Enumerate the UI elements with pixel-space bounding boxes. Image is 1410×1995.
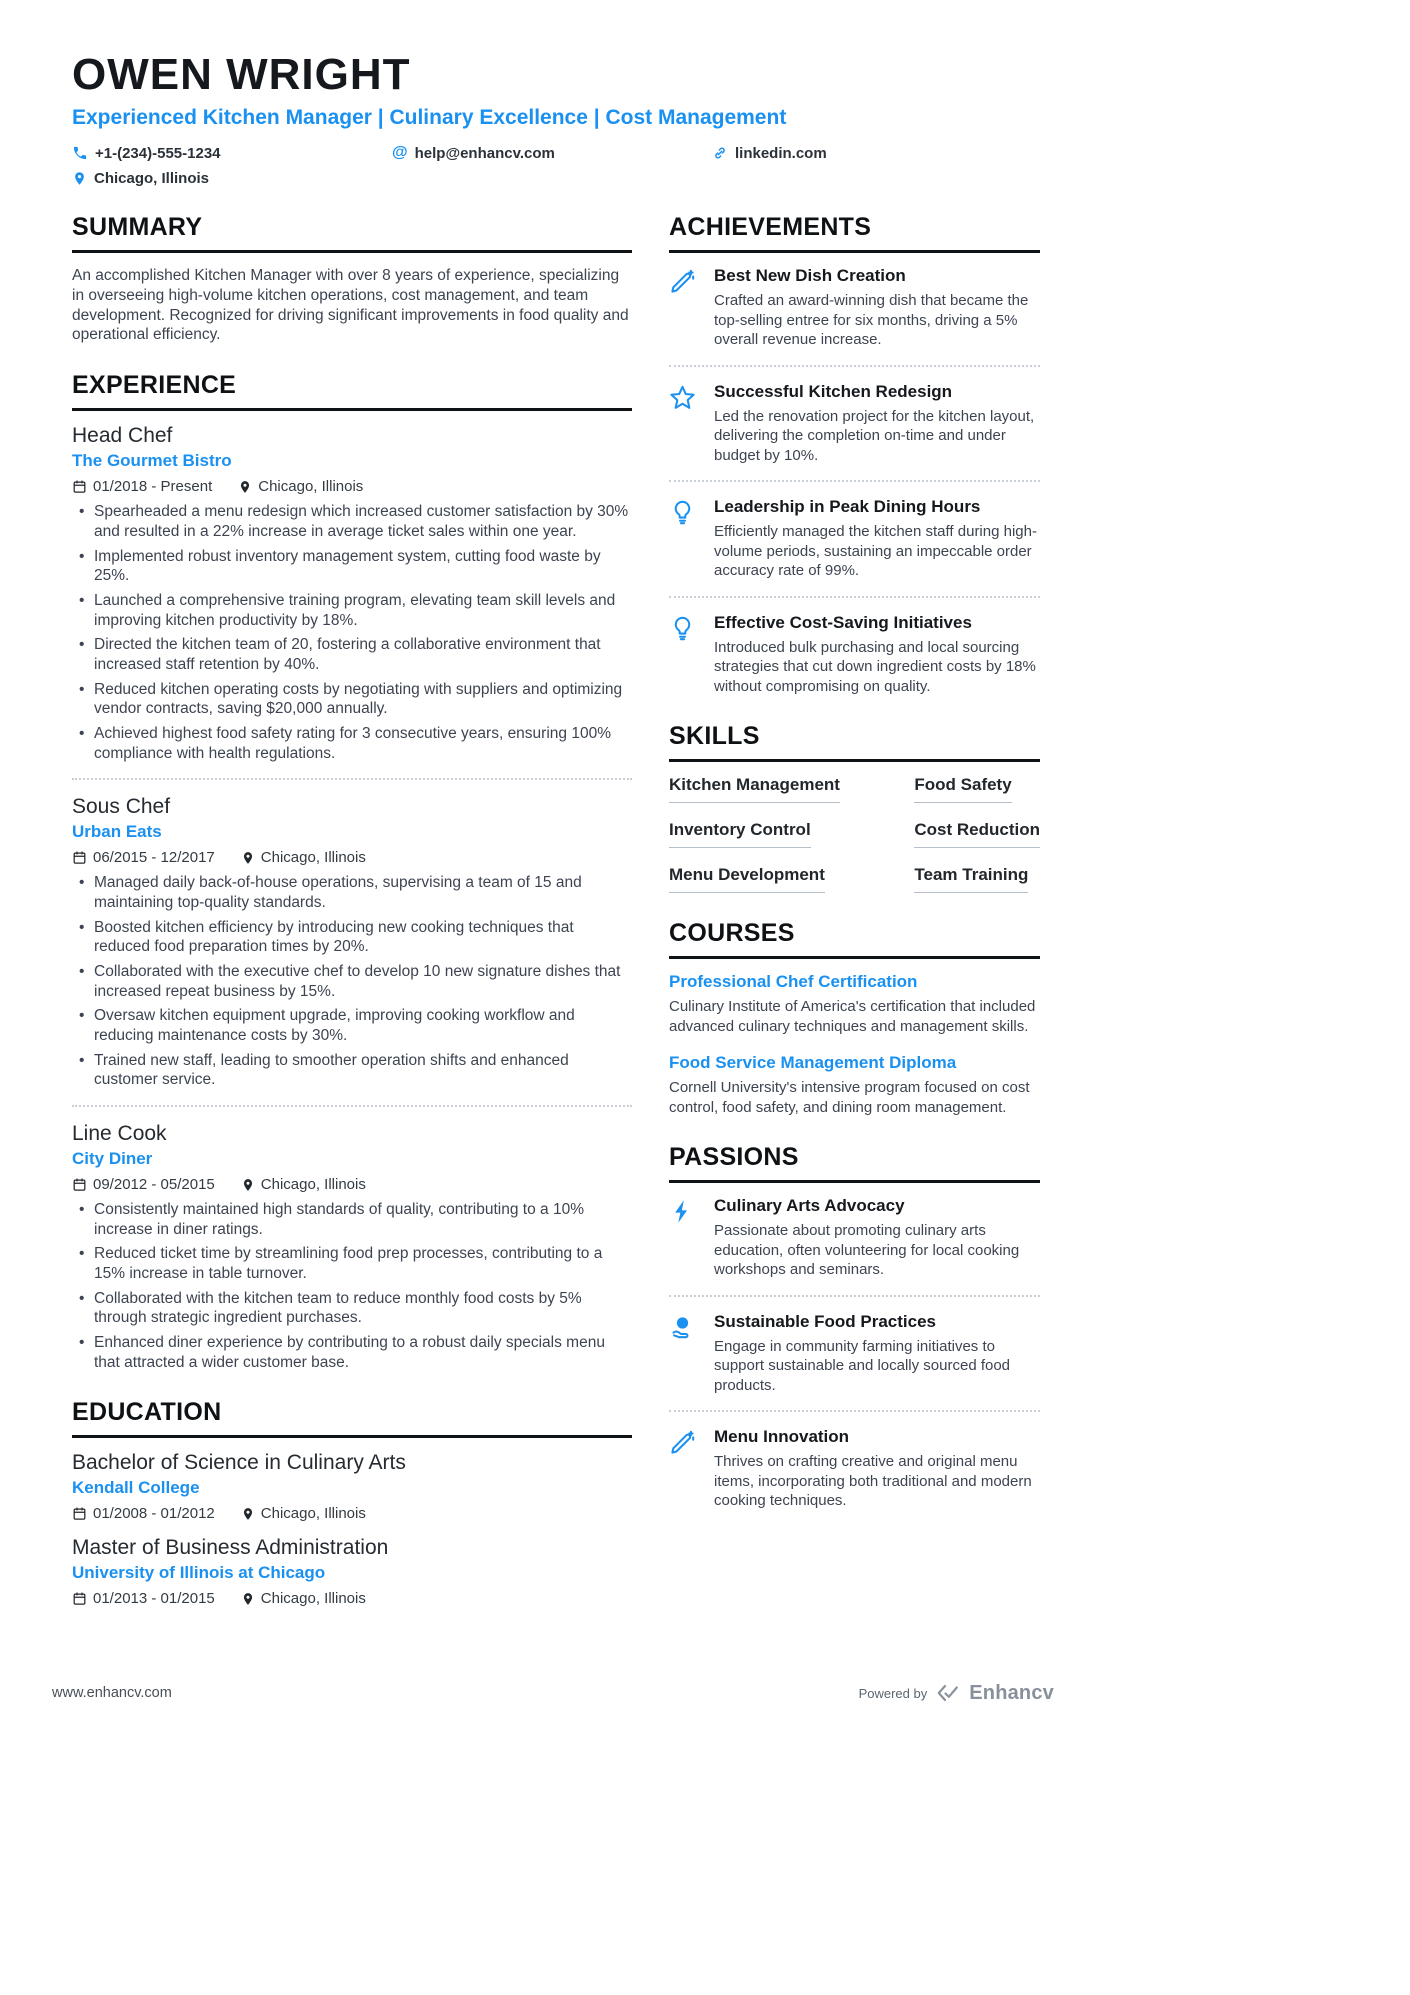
degree-dates-text: 01/2013 - 01/2015 [93, 1590, 215, 1608]
job-dates-text: 01/2018 - Present [93, 478, 213, 496]
job-location [238, 478, 363, 495]
passions-heading: PASSIONS [669, 1143, 1040, 1183]
job-dates [72, 849, 215, 866]
powered-by-label: Powered by [858, 1685, 928, 1701]
job-meta [72, 849, 632, 866]
job-meta [72, 478, 632, 495]
contact-row [72, 144, 1000, 187]
lightbulb-icon [669, 497, 701, 581]
email-icon: @ [392, 144, 408, 161]
job-bullets [72, 1200, 632, 1372]
company-name: City Diner [72, 1149, 153, 1169]
page-footer [52, 1681, 1054, 1745]
candidate-headline: Experienced Kitchen Manager | Culinary Excellence | Cost Management [72, 106, 787, 129]
job-dates-text: 09/2012 - 05/2015 [93, 1176, 215, 1194]
passion-title: Culinary Arts Advocacy [714, 1196, 905, 1215]
lightbulb-icon [669, 613, 701, 697]
pen-icon [669, 266, 701, 350]
job-dates-text: 06/2015 - 12/2017 [93, 849, 215, 867]
company-name: The Gourmet Bistro [72, 451, 232, 471]
skills-heading: SKILLS [669, 722, 1040, 762]
passion-title: Menu Innovation [714, 1427, 850, 1446]
experience-heading: EXPERIENCE [72, 371, 632, 411]
achievement-title: Best New Dish Creation [714, 266, 906, 285]
achievement-title: Effective Cost-Saving Initiatives [714, 612, 972, 632]
calendar-icon [72, 479, 87, 494]
bullet: • Oversaw kitchen equipment upgrade, improving cooking workflow and reducing maintenance costs by 30%. [72, 1006, 632, 1045]
job-bullets [72, 873, 632, 1090]
achievement-text: Efficiently managed the kitchen staff during high-volume periods, sustaining an impeccable order accuracy rate of 99%. [714, 523, 1037, 579]
passions-section [669, 1143, 1040, 1511]
company-name: Urban Eats [72, 822, 162, 842]
phone-number: +1-(234)-555-1234 [95, 144, 221, 162]
degree-meta [72, 1590, 632, 1607]
degree-entry [72, 1536, 632, 1607]
achievement-title: Leadership in Peak Dining Hours [714, 497, 981, 516]
passion-item [669, 1196, 1040, 1280]
location-text: Chicago, Illinois [94, 170, 210, 187]
summary-text: An accomplished Kitchen Manager with over 8 years of experience, specializing in overseeing high-volume kitchen operations, cost management, and team development. Recognized for driving significant improvements in food quality and operational efficiency. [72, 267, 629, 344]
bullet: • Directed the kitchen team of 20, fostering a collaborative environment that increased staff retention by 40%. [72, 635, 632, 674]
calendar-icon [72, 1591, 87, 1606]
email-address: help@enhancv.com [414, 144, 555, 162]
experience-section [72, 371, 632, 1372]
bullet: • Achieved highest food safety rating for 3 consecutive years, ensuring 100% compliance with health regulations. [72, 724, 632, 763]
pin-icon [241, 851, 255, 865]
hand-globe-icon [669, 1312, 701, 1396]
calendar-icon [72, 1506, 87, 1521]
passion-text: Engage in community farming initiatives to support sustainable and locally sourced food products. [714, 1337, 1011, 1394]
skill-item: Team Training [914, 865, 1028, 893]
dotted-divider [669, 596, 1040, 598]
candidate-name: OWEN WRIGHT [72, 50, 411, 99]
courses-heading: COURSES [669, 919, 1040, 959]
course-text: Cornell University's intensive program focused on cost control, food safety, and dining room management. [669, 1079, 1030, 1116]
bullet: • Consistently maintained high standards of quality, contributing to a 10% increase in diner ratings. [72, 1200, 632, 1239]
passion-item [669, 1427, 1040, 1511]
course-text: Culinary Institute of America's certification that included advanced culinary techniques and management skills. [669, 998, 1036, 1035]
dotted-divider [72, 1105, 632, 1107]
passion-text: Passionate about promoting culinary arts education, often volunteering for local cooking workshops and seminars. [714, 1222, 1020, 1278]
dotted-divider [669, 480, 1040, 482]
course-title: Professional Chef Certification [669, 972, 918, 991]
passion-title: Sustainable Food Practices [714, 1311, 937, 1331]
degree-meta [72, 1505, 632, 1522]
calendar-icon [72, 850, 87, 865]
school-name: University of Illinois at Chicago [72, 1563, 326, 1583]
degree-dates-text: 01/2008 - 01/2012 [93, 1505, 215, 1523]
bullet: • Trained new staff, leading to smoother operation shifts and enhanced customer service. [72, 1051, 632, 1090]
school-name: Kendall College [72, 1478, 200, 1498]
job-location [241, 849, 366, 866]
achievement-text: Led the renovation project for the kitchen layout, delivering the completion on-time and under budget by 10%. [714, 407, 1035, 464]
summary-heading: SUMMARY [72, 213, 632, 253]
job-dates [72, 478, 212, 495]
resume-header [72, 50, 1000, 187]
bullet: • Collaborated with the kitchen team to reduce monthly food costs by 5% through strategic ingredient purchases. [72, 1289, 632, 1328]
job-location-text: Chicago, Illinois [260, 1176, 366, 1194]
achievement-item [669, 613, 1040, 697]
job-title: Line Cook [72, 1122, 167, 1146]
achievement-item [669, 382, 1040, 466]
achievement-title: Successful Kitchen Redesign [714, 381, 953, 401]
achievement-item [669, 266, 1040, 350]
skill-item: Food Safety [914, 775, 1011, 803]
dotted-divider [669, 1410, 1040, 1412]
skill-item: Inventory Control [669, 820, 811, 848]
linkedin-link[interactable] [712, 144, 1032, 162]
dotted-divider [669, 1295, 1040, 1297]
skills-grid [669, 775, 1040, 893]
pin-icon [241, 1592, 255, 1606]
course-item [669, 972, 1040, 1036]
enhancv-logo-icon [936, 1681, 960, 1705]
star-icon [669, 382, 701, 466]
skill-item: Kitchen Management [669, 775, 840, 803]
location-item [72, 170, 392, 187]
degree-location [241, 1505, 366, 1522]
passion-text: Thrives on crafting creative and original menu items, incorporating both traditional and modern cooking techniques. [714, 1453, 1032, 1509]
summary-section [72, 213, 632, 345]
degree-title: Master of Business Administration [72, 1536, 389, 1560]
job-meta [72, 1176, 632, 1193]
phone-link[interactable] [72, 144, 392, 162]
education-section [72, 1398, 632, 1607]
course-item [669, 1053, 1040, 1117]
job-location [241, 1176, 366, 1193]
passion-item [669, 1312, 1040, 1396]
skill-item: Cost Reduction [914, 820, 1040, 848]
job-location-text: Chicago, Illinois [258, 478, 364, 496]
bullet: • Boosted kitchen efficiency by introducing new cooking techniques that reduced food preparation times by 20%. [72, 918, 632, 957]
email-link[interactable] [392, 144, 712, 162]
bullet: • Reduced kitchen operating costs by negotiating with suppliers and optimizing vendor contracts, saving $20,000 annually. [72, 680, 632, 719]
pin-icon [241, 1178, 255, 1192]
degree-location [241, 1590, 366, 1607]
linkedin-url: linkedin.com [735, 144, 827, 162]
bullet: • Reduced ticket time by streamlining food prep processes, contributing to a 15% increase in table turnover. [72, 1244, 632, 1283]
dotted-divider [72, 778, 632, 780]
skills-section [669, 722, 1040, 893]
degree-dates [72, 1590, 215, 1607]
enhancv-brand-text: Enhancv [969, 1681, 1054, 1704]
job-entry [72, 1122, 632, 1372]
job-bullets [72, 502, 632, 763]
link-icon [712, 145, 728, 161]
right-column [669, 213, 1040, 1633]
achievement-text: Crafted an award-winning dish that became the top-selling entree for six months, driving a 5% overall revenue increase. [714, 292, 1029, 348]
job-entry [72, 424, 632, 763]
bullet: • Collaborated with the executive chef to develop 10 new signature dishes that increased repeat business by 15%. [72, 962, 632, 1001]
education-heading: EDUCATION [72, 1398, 632, 1438]
pen-spark-icon [669, 1427, 701, 1511]
bullet: • Enhanced diner experience by contributing to a robust daily specials menu that attracted a wider customer base. [72, 1333, 632, 1372]
degree-location-text: Chicago, Illinois [260, 1590, 366, 1608]
dotted-divider [669, 365, 1040, 367]
bullet: • Implemented robust inventory management system, cutting food waste by 25%. [72, 547, 632, 586]
calendar-icon [72, 1177, 87, 1192]
job-title: Sous Chef [72, 795, 171, 819]
pin-icon [238, 480, 252, 494]
pin-icon [241, 1507, 255, 1521]
degree-title: Bachelor of Science in Culinary Arts [72, 1451, 406, 1475]
job-entry [72, 795, 632, 1090]
bullet: • Launched a comprehensive training program, elevating team skill levels and improving kitchen productivity by 18%. [72, 591, 632, 630]
bullet: • Managed daily back-of-house operations, supervising a team of 15 and maintaining top-quality standards. [72, 873, 632, 912]
achievements-heading: ACHIEVEMENTS [669, 213, 1040, 253]
degree-location-text: Chicago, Illinois [260, 1505, 366, 1523]
bullet: • Spearheaded a menu redesign which increased customer satisfaction by 30% and resulted in a 22% increase in average ticket sales within one year. [72, 502, 632, 541]
job-title: Head Chef [72, 424, 173, 448]
achievements-section [669, 213, 1040, 696]
footer-site-link[interactable]: www.enhancv.com [52, 1685, 172, 1702]
phone-icon [72, 145, 88, 161]
job-location-text: Chicago, Illinois [260, 849, 366, 867]
lightning-icon [669, 1196, 701, 1280]
courses-section [669, 919, 1040, 1117]
location-icon [72, 171, 87, 186]
degree-dates [72, 1505, 215, 1522]
powered-by[interactable] [859, 1681, 1054, 1705]
left-column [72, 213, 632, 1633]
achievement-text: Introduced bulk purchasing and local sourcing strategies that cut down ingredient costs by 18% without compromising on quality. [714, 638, 1036, 695]
course-title: Food Service Management Diploma [669, 1053, 957, 1072]
job-dates [72, 1176, 215, 1193]
skill-item: Menu Development [669, 865, 825, 893]
degree-entry [72, 1451, 632, 1522]
achievement-item [669, 497, 1040, 581]
